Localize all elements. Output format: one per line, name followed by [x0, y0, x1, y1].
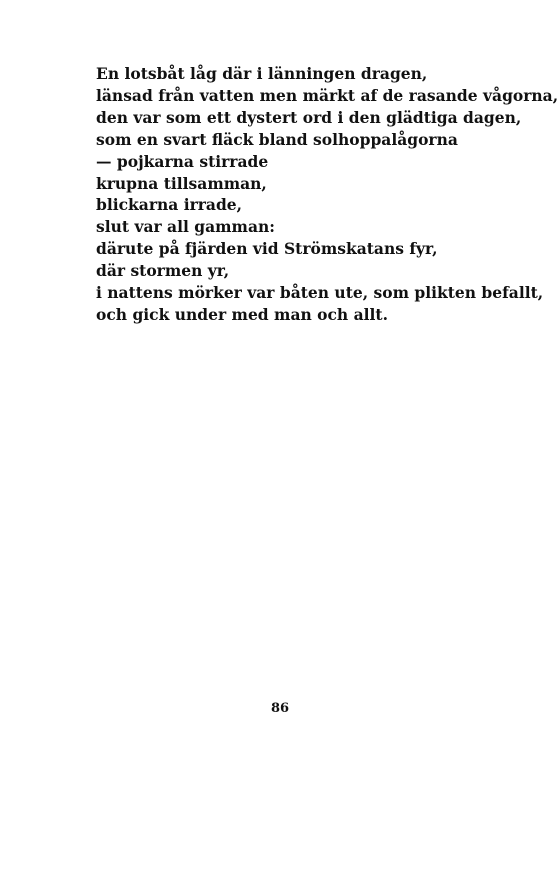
poem-line: länsad från vatten men märkt af de rasande vågorna,	[96, 85, 559, 105]
poem-stanza	[96, 63, 559, 326]
poem-line: den var som ett dystert ord i den glädtiga dagen,	[96, 107, 522, 127]
poem-line: krupna tillsamman,	[96, 173, 267, 193]
poem-line: — pojkarna stirrade	[96, 151, 269, 171]
poem-line: blickarna irrade,	[96, 195, 243, 215]
poem-line: därute på fjärden vid Strömskatans fyr,	[96, 239, 438, 259]
poem-line: där stormen yr,	[96, 261, 230, 281]
poem-line: i nattens mörker var båten ute, som plikten befallt,	[96, 283, 544, 303]
poem-line: som en svart fläck bland solhoppalågorna	[96, 129, 458, 149]
page-number: 86	[270, 701, 290, 716]
poem-line: och gick under med man och allt.	[96, 304, 388, 324]
poem-line: slut var all gamman:	[96, 217, 275, 237]
poem-line: En lotsbåt låg där i länningen dragen,	[96, 64, 428, 83]
